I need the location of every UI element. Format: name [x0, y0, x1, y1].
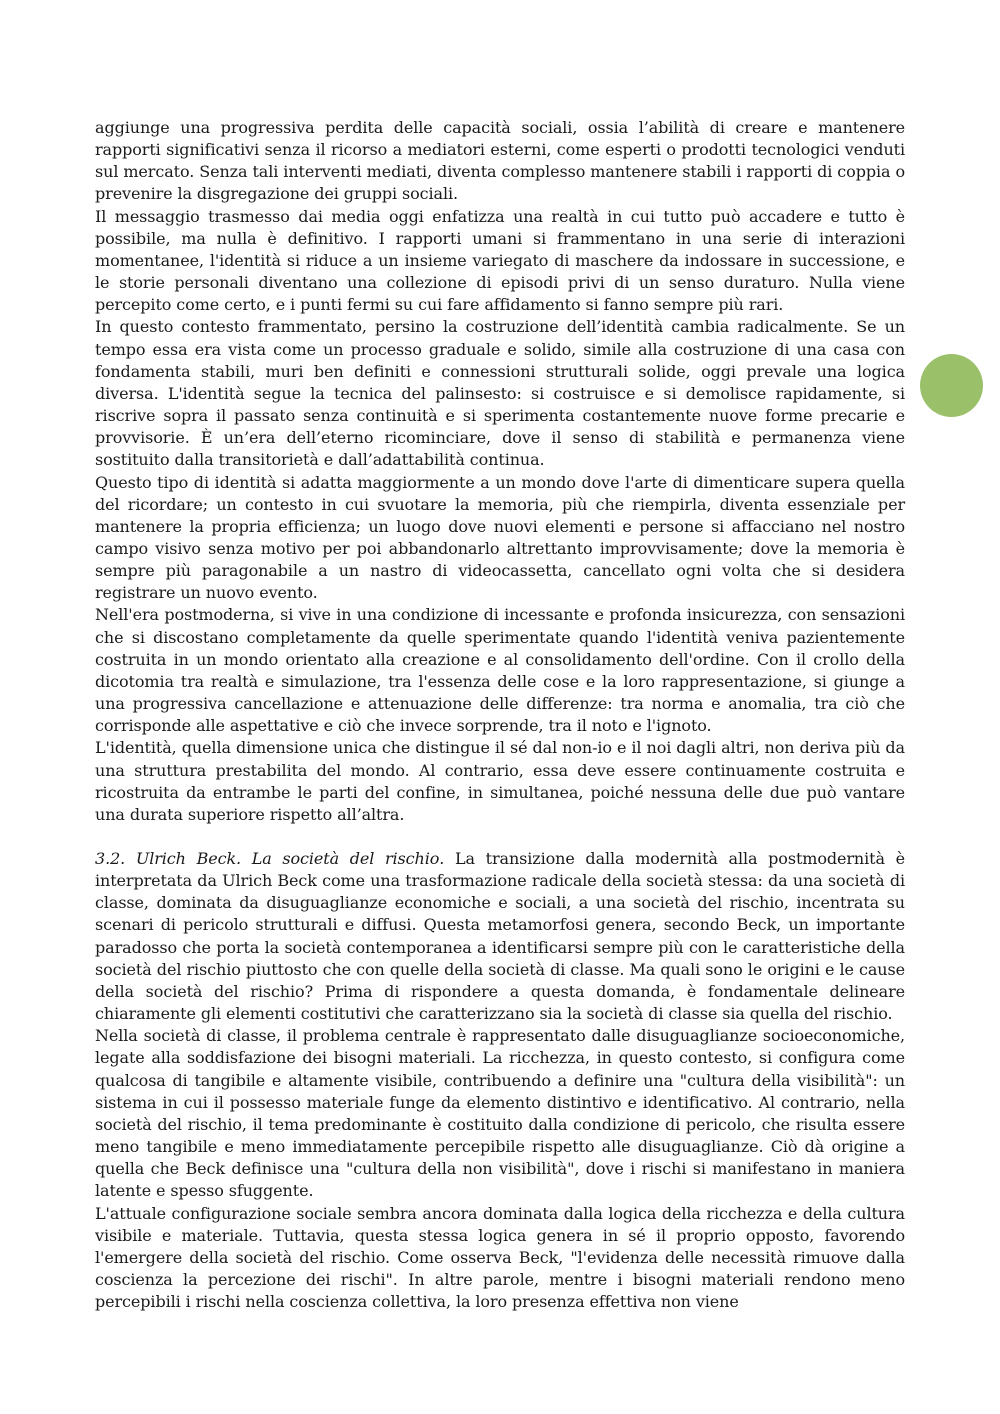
section-lead-text: . La transizione dalla modernità alla postmodernità è interpretata da Ulrich Beck come una trasformazione radicale della società stessa: da una società di classe, dominata da disuguaglianze economiche e sociali, a una società del rischio, incentrata su scenari di pericolo strutturali e diffusi. Questa metamorfosi genera, secondo Beck, un importante paradosso che porta la società contemporanea a identificarsi sempre più con le caratteristiche della società del rischio piuttosto che con quelle della società di classe. Ma quali sono le origini e le cause della società del rischio? Prima di rispondere a questa domanda, è fondamentale delineare chiaramente gli elementi costitutivi che caratterizzano sia la società di classe sia quella del rischio. — [95, 849, 905, 1024]
section-heading: 3.2. Ulrich Beck. La società del rischio — [95, 849, 440, 868]
paragraph: L'attuale configurazione sociale sembra ancora dominata dalla logica della ricchezza e della cultura visibile e materiale. Tuttavia, questa stessa logica genera in sé il proprio opposto, favorendo l'emergere della società del rischio. Come osserva Beck, "l'evidenza delle necessità rimuove dalla coscienza la percezione dei rischi". In altre parole, mentre i bisogni materiali rendono meno percepibili i rischi nella coscienza collettiva, la loro presenza effettiva non viene — [95, 1203, 905, 1312]
paragraph: Il messaggio trasmesso dai media oggi enfatizza una realtà in cui tutto può accadere e tutto è possibile, ma nulla è definitivo. I rapporti umani si frammentano in una serie di interazioni momentanee, l'identità si riduce a un insieme variegato di maschere da indossare in successione, e le storie personali diventano una collezione di episodi privi di un senso duraturo. Nulla viene percepito come certo, e i punti fermi su cui fare affidamento si fanno sempre più rari. — [95, 206, 905, 315]
page-marker-circle — [920, 354, 983, 417]
paragraph: Nella società di classe, il problema centrale è rappresentato dalle disuguaglianze socioeconomiche, legate alla soddisfazione dei bisogni materiali. La ricchezza, in questo contesto, si configura come qualcosa di tangibile e altamente visibile, contribuendo a definire una "cultura della visibilità": un sistema in cui il possesso materiale funge da elemento distintivo e identificativo. Al contrario, nella società del rischio, il tema predominante è costituito dalla condizione di pericolo, che risulta essere meno tangibile e meno immediatamente percepibile rispetto alle disuguaglianze. Ciò dà origine a quella che Beck definisce una "cultura della non visibilità", dove i rischi si manifestano in maniera latente e spesso sfuggente. — [95, 1026, 905, 1201]
paragraph: L'identità, quella dimensione unica che distingue il sé dal non-io e il noi dagli altri, non deriva più da una struttura prestabilita del mondo. Al contrario, essa deve essere continuamente costruita e ricostruita da entrambe le parti del confine, in simultanea, poiché nessuna delle due può vantare una durata superiore rispetto all’altra. — [95, 738, 905, 824]
paragraph: aggiunge una progressiva perdita delle capacità sociali, ossia l’abilità di creare e mantenere rapporti significativi senza il ricorso a mediatori esterni, come esperti o prodotti tecnologici venduti sul mercato. Senza tali interventi mediati, diventa complesso mantenere stabili i rapporti di coppia o prevenire la disgregazione dei gruppi sociali. — [95, 118, 905, 204]
section-intro-paragraph — [95, 848, 905, 1025]
paragraph: Questo tipo di identità si adatta maggiormente a un mondo dove l'arte di dimenticare supera quella del ricordare; un contesto in cui svuotare la memoria, più che riempirla, diventa essenziale per mantenere la propria efficienza; un luogo dove nuovi elementi e persone si affacciano nel nostro campo visivo senza motivo per poi abbandonarlo altrettanto improvvisamente; dove la memoria è sempre più paragonabile a un nastro di videocassetta, cancellato ogni volta che si desidera registrare un nuovo evento. — [95, 472, 905, 603]
paragraph: Nell'era postmoderna, si vive in una condizione di incessante e profonda insicurezza, con sensazioni che si discostano completamente da quelle sperimentate quando l'identità veniva pazientemente costruita in un mondo orientato alla creazione e al consolidamento dell'ordine. Con il crollo della dicotomia tra realtà e simulazione, tra l'essenza delle cose e la loro rappresentazione, si giunge a una progressiva cancellazione e attenuazione delle differenze: tra norma e anomalia, tra ciò che corrisponde alle aspettative e ciò che invece sorprende, tra il noto e l'ignoto. — [95, 605, 905, 736]
paragraph: In questo contesto frammentato, persino la costruzione dell’identità cambia radicalmente. Se un tempo essa era vista come un processo graduale e solido, simile alla costruzione di una casa con fondamenta stabili, muri ben definiti e connessioni strutturali solide, oggi prevale una logica diversa. L'identità segue la tecnica del palinsesto: si costruisce e si demolisce rapidamente, si riscrive sopra il passato senza continuità e si sperimenta costantemente nuove forme precarie e provvisorie. È un’era dell’eterno ricominciare, dove il senso di stabilità e permanenza viene sostituito dalla transitorietà e dall’adattabilità continua. — [95, 317, 905, 470]
page-body — [95, 117, 905, 1313]
